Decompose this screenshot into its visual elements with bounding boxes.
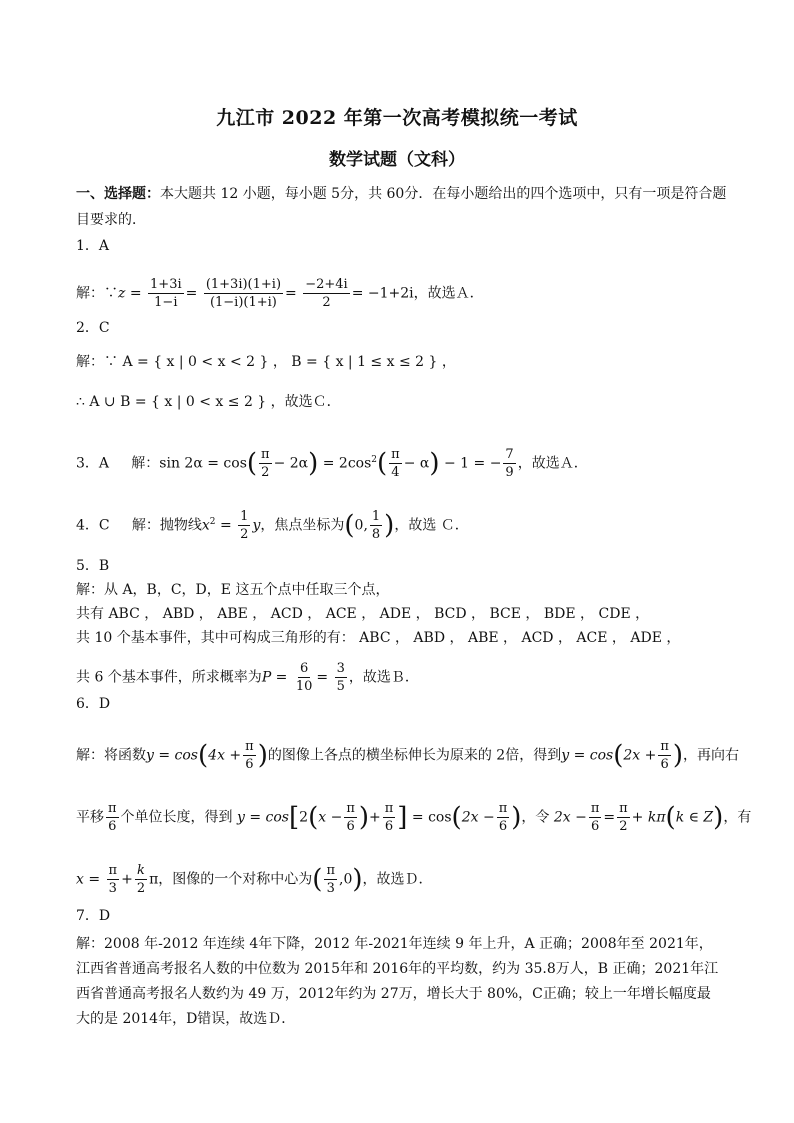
q5-frac-1: $\frac{6}{10}$ [295,661,313,694]
q1-tail: ，故选Ａ． [413,285,484,302]
q6-frac-1: $\frac{\pi}{6}$ [245,739,254,772]
q2-line-1: 解：∵ A = { x | 0 < x < 2 } ， B = { x | 1 ≤ x ≤ 2 } ， [76,354,456,370]
q2-answer: 2．C [76,320,110,336]
q3-lhs: sin 2α = cos [159,455,247,472]
q5-line-4: 共 6 个基本事件，所求概率为P = $\frac{6}{10}$ = $\frac{3}{5}$ ，故选Ｂ． [76,661,419,694]
q6-frac-9: $\frac{\pi}{3}$ [108,863,118,896]
exam-title: 九江市 2022 年第一次高考模拟统一考试 [216,107,578,129]
q7-solution: 解：2008 年-2012 年连续 4年下降，2012 年-2021年连续 9 年上升，A 正确；2008年至 2021年，江西省普通高考报名人数的中位数为 2015年和 2016年的平均数，约为 35.8万人，B 正确；2021年江西省普通高考报名人数约为 49 万，2012年约为 27万，增长大于 80%，C正确；较上一年增长幅度最大的是 2014年，D错误，故选Ｄ． [76,936,719,1027]
q4-answer: 4．C [76,517,110,534]
q3-tail: ，故选Ａ． [517,455,588,472]
q3-frac-b: $\frac{\pi}{4}$ [391,447,400,480]
section-intro [76,184,727,204]
q6-answer: 6．D [76,696,111,712]
q6-frac-4: $\frac{\pi}{6}$ [346,801,355,834]
section-desc-2: 目要求的． [76,212,146,228]
q5-frac-2: $\frac{3}{5}$ [336,661,345,694]
q3-solution: 3．A 解：sin 2α = cos( $\frac{\pi}{2}$ − $2\alpha) = 2\cos^2$( $\frac{\pi}{4}$ − α) − 1 = − $\frac{7}{9}$ ，故选Ａ． [76,447,588,480]
q1-result: −1+2i [367,285,414,302]
q6-frac-7: $\frac{\pi}{6}$ [590,801,600,834]
q6-frac-11: $\frac{\pi}{3}$ [326,863,335,896]
q3-jie: 解： [131,455,160,472]
q4-frac-1: $\frac{1}{2}$ [240,509,249,542]
q6-frac-2: $\frac{\pi}{6}$ [660,739,669,772]
q1-frac-3: $\frac{-2+4i}{2}$ [305,277,348,310]
q7-answer: 7．D [76,908,111,924]
q4-jie: 解：抛物线 [131,517,202,534]
q3-frac-c: $\frac{7}{9}$ [505,447,514,480]
q4-frac-2: $\frac{1}{8}$ [371,509,381,542]
q5-line-1: 解：从 A，B，C，D，E 这五个点中任取三个点， [76,582,390,598]
q3-frac-a: $\frac{\pi}{2}$ [261,447,270,480]
q6-frac-8: $\frac{\pi}{2}$ [619,801,628,834]
q1-frac-1: $\frac{1+3i}{1-i}$ [150,277,182,310]
q5-line-2: 共有 ABC ， ABD ， ABE ， ACD ， ACE ， ADE ， BCD ， BCE ， BDE ， CDE ， [76,606,650,622]
q4-tail: ，故选 Ｃ． [394,517,469,534]
section-desc-1: 本大题共 12 小题，每小题 5分，共 60分．在每小题给出的四个选项中，只有一项是符合题 [160,186,727,202]
q6-frac-6: $\frac{\pi}{6}$ [498,801,508,834]
q1-frac-2: $\frac{(1+3i)(1+i)}{(1-i)(1+i)}$ [205,277,282,310]
q3-answer: 3．A [76,455,110,472]
q1-jie: 解： [76,285,104,302]
q1-solution: 解：∵z = $\frac{1+3i}{1-i}$ = $\frac{(1+3i)(1+i)}{(1-i)(1+i)}$ = $\frac{-2+4i}{2}$ = −1+2i，故选Ａ． [76,277,484,310]
section-heading: 一、选择题： [76,186,160,202]
q5-line-3: 共 10 个基本事件，其中可构成三角形的有： ABC ， ABD ， ABE ， ACD ， ACE ， ADE ， [76,630,681,646]
q4-solution: 4．C 解：抛物线$x^2$ = $\frac{1}{2}$ y，焦点坐标为(0, $\frac{1}{8}$ )，故选 Ｃ． [76,509,469,542]
q6-line-2: 平移 $\frac{\pi}{6}$ 个单位长度，得到 y = cos[2(x − $\frac{\pi}{6}$ )+ $\frac{\pi}{6}$ ] = cos(2x − $\frac{\pi}{6}$ )，令 2x − $\frac{\pi}{6}$ = $\frac{\pi}{2}$ + kπ(k ∈ Z)，有 [76,801,752,834]
q1-answer: 1．A [76,238,110,254]
q6-frac-3: $\frac{\pi}{6}$ [108,801,117,834]
q5-answer: 5．B [76,558,110,574]
q6-frac-10: $\frac{k}{2}$ [136,863,146,896]
q6-frac-5: $\frac{\pi}{6}$ [384,801,394,834]
q6-line-1: 解：将函数y = cos(4x + $\frac{\pi}{6}$ )的图像上各点的横坐标伸长为原来的 2倍，得到y = cos(2x + $\frac{\pi}{6}$ )，再向右 [76,739,740,772]
q2-line-2: ∴ A ∪ B = { x | 0 < x ≤ 2 } ，故选Ｃ． [76,394,341,410]
exam-subtitle: 数学试题（文科） [329,150,465,170]
q6-line-3: x = $\frac{\pi}{3}$ + $\frac{k}{2}$ π，图像的一个对称中心为( $\frac{\pi}{3}$ ,0)，故选Ｄ． [76,863,433,896]
